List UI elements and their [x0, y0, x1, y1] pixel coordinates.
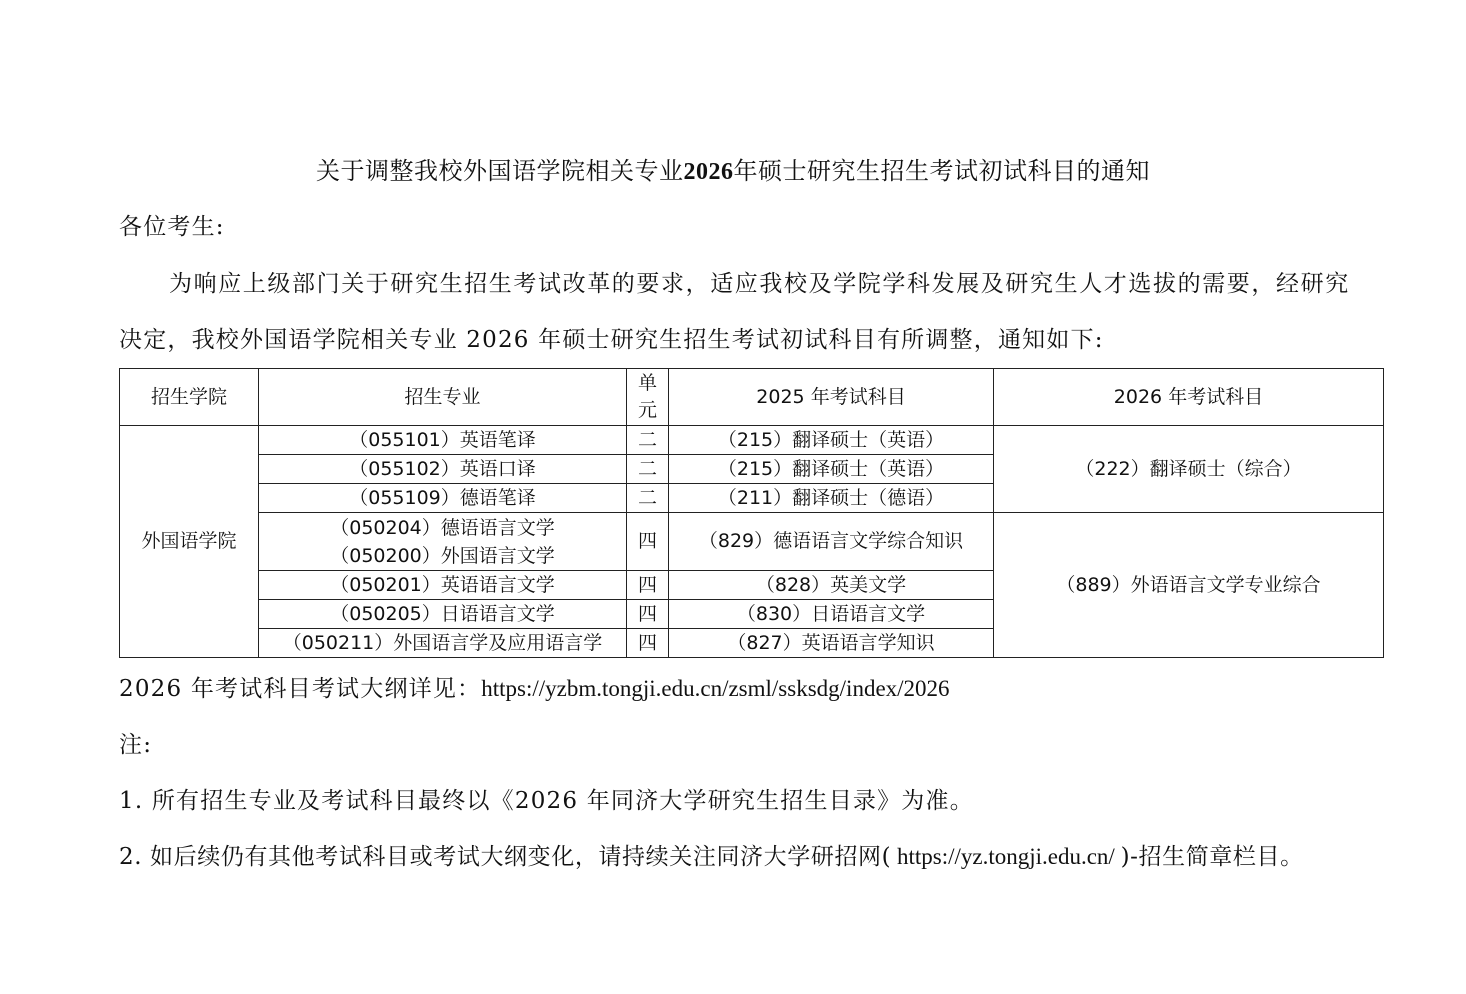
unit-cell: 四: [627, 571, 669, 600]
note-2-link[interactable]: https://yz.tongji.edu.cn/: [891, 844, 1121, 869]
header-subject-2025: 2025 年考试科目: [669, 369, 994, 426]
major-line1: （050204）德语语言文学: [330, 516, 555, 539]
unit-cell: 二: [627, 455, 669, 484]
notes-label: 注:: [119, 732, 153, 758]
intro-line-1: 为响应上级部门关于研究生招生考试改革的要求，适应我校及学院学科发展及研究生人才选拔的需要，经研究: [169, 271, 1350, 297]
major-cell: （050201）英语语言文学: [259, 571, 627, 600]
header-subject-2026: 2026 年考试科目: [994, 369, 1384, 426]
note-2-suffix: )-招生简章栏目。: [1120, 844, 1304, 870]
unit-cell: 二: [627, 426, 669, 455]
unit-cell: 四: [627, 513, 669, 571]
header-major: 招生专业: [259, 369, 627, 426]
notice-title: [0, 154, 1466, 189]
intro-line-2: 决定，我校外国语学院相关专业 2026 年硕士研究生招生考试初试科目有所调整，通知如下:: [119, 327, 1104, 353]
subject-2025-cell: （830）日语语言文学: [669, 600, 994, 629]
subject-2025-cell: （215）翻译硕士（英语）: [669, 455, 994, 484]
table-row: [120, 426, 1384, 455]
subject-2025-cell: （215）翻译硕士（英语）: [669, 426, 994, 455]
subject-2025-cell: （827）英语语言学知识: [669, 629, 994, 658]
subject-2025-cell: （211）翻译硕士（德语）: [669, 484, 994, 513]
major-cell: [259, 513, 627, 571]
subject-2025-cell: （829）德语语言文学综合知识: [669, 513, 994, 571]
major-line2: （050200）外国语言文学: [330, 544, 555, 567]
note-1: 1. 所有招生专业及考试科目最终以《2026 年同济大学研究生招生目录》为准。: [119, 788, 974, 814]
greeting: 各位考生:: [119, 214, 225, 240]
header-unit-line1: 单: [637, 372, 657, 394]
college-cell: 外国语学院: [120, 426, 259, 658]
outline-line: [119, 673, 950, 705]
major-cell: （055101）英语笔译: [259, 426, 627, 455]
major-cell: （050205）日语语言文学: [259, 600, 627, 629]
table-header-row: [120, 369, 1384, 426]
title-year: 2026: [683, 159, 734, 185]
subject-2026-group-translation: （222）翻译硕士（综合）: [994, 426, 1384, 513]
title-part2: 年硕士研究生招生考试初试科目的通知: [733, 157, 1150, 185]
unit-cell: 四: [627, 600, 669, 629]
major-cell: （055109）德语笔译: [259, 484, 627, 513]
note-2-prefix: 2. 如后续仍有其他考试科目或考试大纲变化，请持续关注同济大学研招网(: [119, 844, 892, 870]
title-part1: 关于调整我校外国语学院相关专业: [316, 157, 684, 185]
outline-label: 2026 年考试科目考试大纲详见：: [119, 676, 482, 702]
note-2: [119, 841, 1304, 873]
major-cell: （055102）英语口译: [259, 455, 627, 484]
outline-link[interactable]: https://yzbm.tongji.edu.cn/zsml/ssksdg/index/2026: [481, 676, 950, 701]
header-college: 招生学院: [120, 369, 259, 426]
subjects-table: [119, 368, 1384, 658]
header-unit-line2: 元: [637, 399, 657, 421]
unit-cell: 二: [627, 484, 669, 513]
subject-2025-cell: （828）英美文学: [669, 571, 994, 600]
unit-cell: 四: [627, 629, 669, 658]
major-cell: （050211）外国语言学及应用语言学: [259, 629, 627, 658]
header-unit: [627, 369, 669, 426]
subject-2026-group-literature: （889）外语语言文学专业综合: [994, 513, 1384, 658]
table-row: [120, 513, 1384, 571]
